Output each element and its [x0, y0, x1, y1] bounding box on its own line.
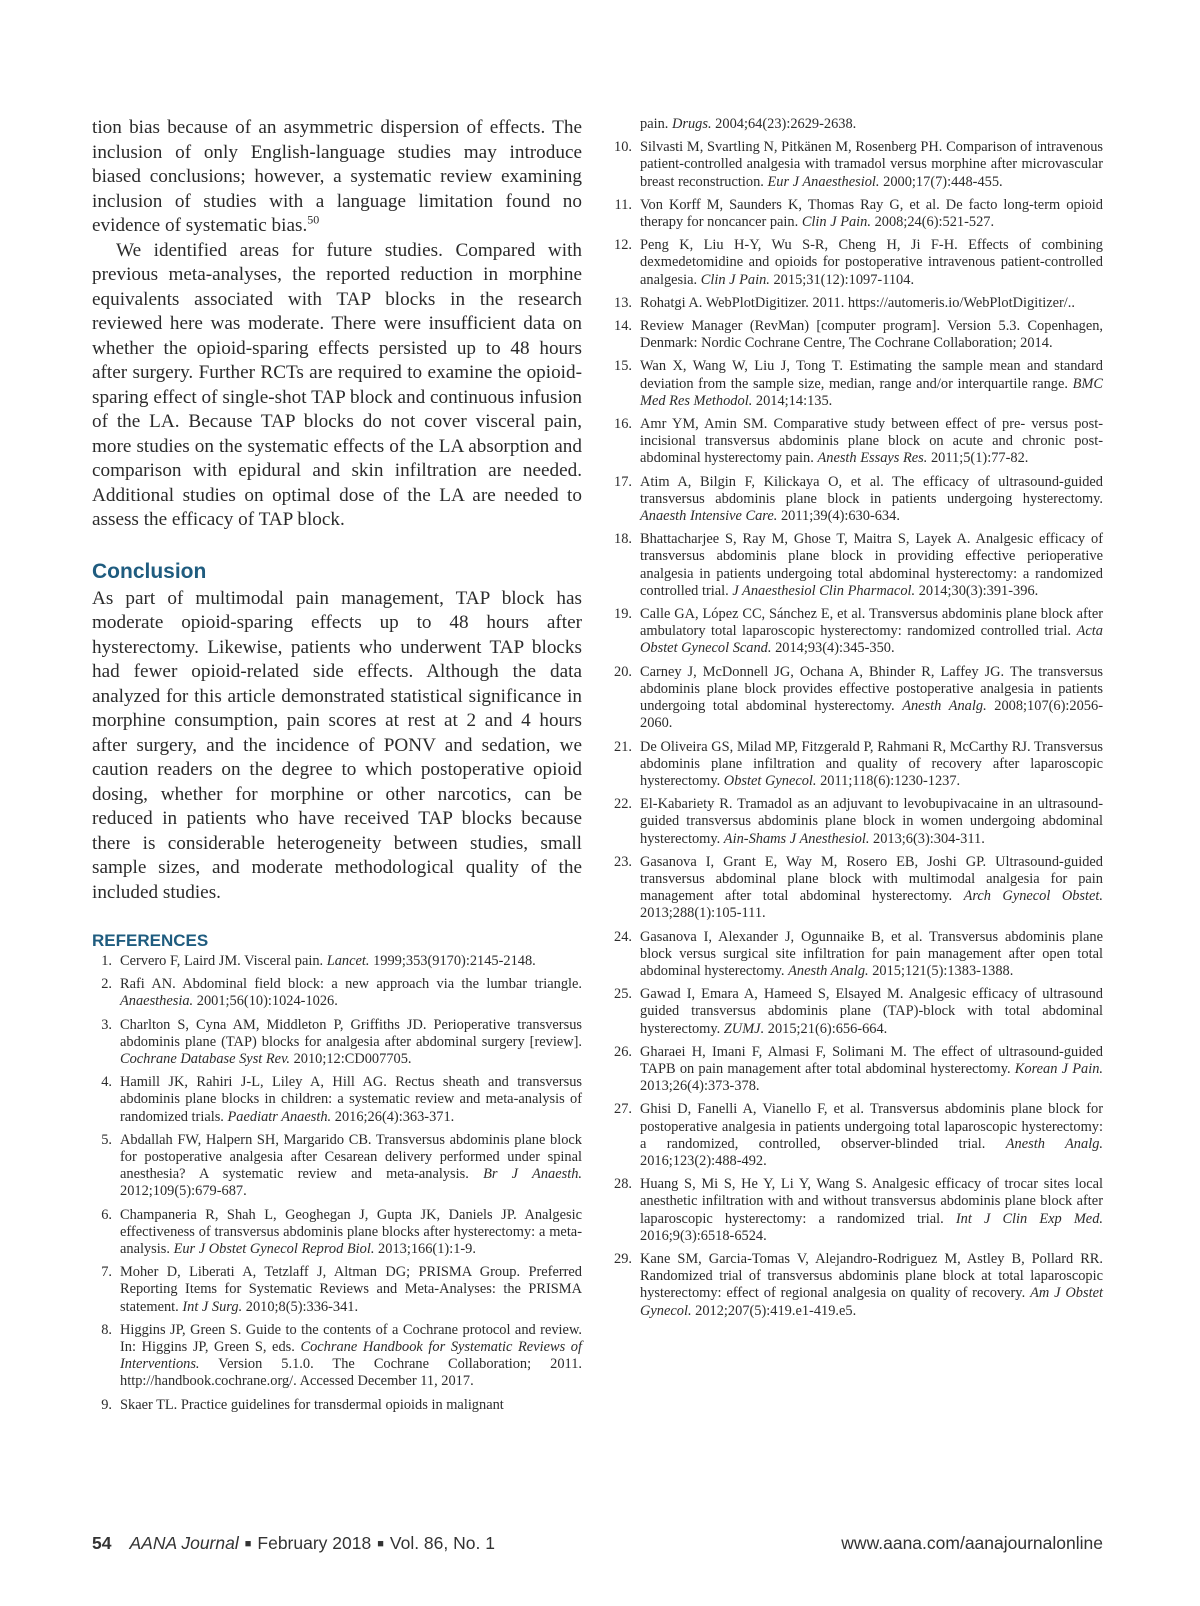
reference-authors-title: Abdallah FW, Halpern SH, Margarido CB. Transversus abdominis plane block for postoperative analgesia after Cesarean delivery performed under spinal anesthesia? A systematic review and meta-analysis. — [120, 1131, 582, 1183]
reference-number: 22. — [614, 796, 632, 813]
reference-number: 21. — [614, 738, 632, 755]
reference-authors-title: Charlton S, Cyna AM, Middleton P, Griffiths JD. Perioperative transversus abdominis plane (TAP) blocks for analgesia after abdominal surgery [review]. — [120, 1016, 582, 1050]
reference-number: 18. — [614, 531, 632, 548]
reference-authors-title: Cervero F, Laird JM. Visceral pain. — [120, 953, 327, 969]
reference-authors-title: Hamill JK, Rahiri J-L, Liley A, Hill AG. Rectus sheath and transversus abdominis plane blocks in children: a systematic review and meta-analysis of randomized trials. — [120, 1074, 582, 1125]
reference-item — [610, 606, 1103, 658]
reference-journal: ZUMJ. — [723, 1020, 765, 1037]
reference-item — [610, 474, 1103, 526]
reference-number: 16. — [614, 416, 632, 433]
reference-journal: Anesth Essays Res. — [817, 450, 928, 467]
reference-authors-title: Wan X, Wang W, Liu J, Tong T. Estimating the sample mean and standard deviation from the sample size, median, range and/or interquartile range. — [640, 358, 1103, 392]
reference-journal: Ain-Shams J Anesthesiol. — [723, 830, 870, 847]
reference-number: 2. — [101, 976, 112, 993]
reference-details: 2014;14:135. — [752, 392, 833, 409]
references-list-left — [92, 953, 582, 1414]
reference-number: 13. — [614, 294, 632, 311]
reference-authors-title: Higgins JP, Green S. Guide to the contents of a Cochrane protocol and review. In: Higgins JP, Green S, eds. — [120, 1321, 582, 1356]
reference-details: 2011;118(6):1230-1237. — [816, 772, 961, 789]
reference-number: 17. — [614, 473, 632, 490]
reference-journal: Am J Obstet Gynecol. — [640, 1285, 1103, 1319]
reference-journal: Anesth Analg. — [902, 698, 987, 715]
reference-details: 2012;109(5):679-687. — [120, 1183, 247, 1200]
reference-details: 2011;5(1):77-82. — [927, 450, 1029, 467]
reference-number: 28. — [614, 1176, 632, 1193]
issue-date: February 2018 — [257, 1533, 372, 1553]
separator-icon: ■ — [244, 1538, 252, 1550]
page-footer — [92, 1533, 1103, 1559]
reference-number: 9. — [101, 1396, 112, 1413]
reference-number: 10. — [614, 139, 632, 156]
reference-item — [610, 739, 1103, 791]
reference-authors-title: Rohatgi A. WebPlotDigitizer. 2011. https://automeris.io/WebPlotDigitizer/.. — [640, 294, 1075, 311]
reference-item — [92, 1264, 582, 1316]
reference-authors-title: Rafi AN. Abdominal field block: a new approach via the lumbar triangle. — [120, 976, 582, 993]
reference-details: 2010;8(5):336-341. — [242, 1298, 359, 1315]
reference-details: 2001;56(10):1024-1026. — [193, 993, 338, 1010]
reference-authors-title: El-Kabariety R. Tramadol as an adjuvant to levobupivacaine in an ultrasound-guided transversus abdominis plane block in women undergoing abdominal hysterectomy. — [640, 796, 1103, 847]
reference-item — [610, 664, 1103, 733]
reference-authors-title: Gasanova I, Alexander J, Ogunnaike B, et al. Transversus abdominis plane block versus surgical site infiltration for pain management after open total abdominal hysterectomy. — [640, 928, 1103, 979]
reference-authors-title: Gasanova I, Grant E, Way M, Rosero EB, Joshi GP. Ultrasound-guided transversus abdominal plane block with multimodal analgesia for pain management after total abdominal hysterectomy. — [640, 853, 1103, 905]
reference-number: 8. — [101, 1321, 112, 1338]
reference-item — [610, 1251, 1103, 1320]
reference-journal: Acta Obstet Gynecol Scand. — [640, 623, 1103, 657]
reference-journal: Obstet Gynecol. — [723, 772, 817, 789]
reference-authors-title: Skaer TL. Practice guidelines for transdermal opioids in malignant — [120, 1396, 504, 1413]
reference-details: 2015;31(12):1097-1104. — [769, 271, 915, 288]
reference-item — [610, 986, 1103, 1038]
reference-authors-title: Champaneria R, Shah L, Geoghegan J, Gupta JK, Daniels JP. Analgesic effectiveness of transversus abdominis plane blocks after hysterectomy: a meta-analysis. — [120, 1206, 582, 1258]
reference-authors-title: Carney J, McDonnell JG, Ochana A, Bhinder R, Laffey JG. The transversus abdominis plane block provides effective postoperative analgesia in patients undergoing total abdominal hysterectomy. — [640, 663, 1103, 715]
reference-journal: Cochrane Database Syst Rev. — [120, 1051, 290, 1068]
reference-number: 27. — [614, 1101, 632, 1118]
reference-item — [92, 1074, 582, 1126]
reference-journal: Arch Gynecol Obstet. — [963, 888, 1103, 905]
reference-details: 2010;12:CD007705. — [289, 1051, 412, 1068]
reference-journal: Lancet. — [326, 953, 370, 969]
volume-info: Vol. 86, No. 1 — [389, 1533, 495, 1553]
left-column — [92, 116, 582, 1420]
journal-url: www.aana.com/aanajournalonline — [841, 1533, 1103, 1553]
reference-journal: Int J Clin Exp Med. — [955, 1210, 1103, 1227]
reference-item — [610, 197, 1103, 231]
reference-item — [610, 796, 1103, 848]
reference-item — [610, 929, 1103, 981]
journal-name: AANA Journal — [129, 1533, 239, 1553]
reference-item — [92, 1207, 582, 1259]
reference-item — [610, 139, 1103, 191]
reference-authors-title: Atim A, Bilgin F, Kilickaya O, et al. The efficacy of ultrasound-guided transversus abdominis plane block in patients undergoing hysterectomy. — [640, 473, 1103, 507]
reference-details: 2014;30(3):391-396. — [915, 582, 1039, 599]
reference-number: 5. — [101, 1131, 112, 1148]
reference-item — [92, 1322, 582, 1391]
reference-details: 2008;107(6):2056-2060. — [640, 698, 1103, 732]
reference-number: 7. — [101, 1264, 112, 1281]
reference-journal: J Anaesthesiol Clin Pharmacol. — [732, 582, 916, 599]
citation-superscript: 50 — [307, 212, 320, 227]
reference-details: 2012;207(5):419.e1-419.e5. — [691, 1302, 857, 1319]
reference-number: 19. — [614, 606, 632, 623]
reference-item — [610, 237, 1103, 289]
reference-details: 2016;26(4):363-371. — [331, 1108, 455, 1125]
reference-number: 29. — [614, 1250, 632, 1267]
reference-journal: Korean J Pain. — [1014, 1060, 1104, 1077]
reference-item — [610, 116, 1103, 133]
reference-number: 25. — [614, 986, 632, 1003]
reference-item — [610, 416, 1103, 468]
reference-number: 15. — [614, 358, 632, 375]
reference-authors-title: Huang S, Mi S, He Y, Li Y, Wang S. Analgesic efficacy of trocar sites local anesthetic infiltration with and without transversus abdominis plane block after laparoscopic hysterectomy: a randomized trial. — [640, 1176, 1103, 1227]
separator-icon: ■ — [377, 1538, 384, 1550]
reference-details: 2013;288(1):105-111. — [640, 905, 766, 922]
reference-details: Version 5.1.0. The Cochrane Collaboration; 2011. http://handbook.cochrane.org/. Accessed December 11, 2017. — [120, 1356, 582, 1390]
reference-details: 2008;24(6):521-527. — [870, 214, 995, 231]
body-paragraph-2: We identified areas for future studies. Compared with previous meta-analyses, the reported reduction in morphine equivalents associated with TAP blocks in the research reviewed here was moderate. There were insufficient data on whether the opioid-sparing effects persisted up to 48 hours after surgery. Further RCTs are required to examine the opioid-sparing effect of single-shot TAP block and continuous infusion of the LA. Because TAP blocks do not cover visceral pain, more studies on the systematic effects of the LA absorption and comparison with epidural and skin infiltration are needed. Additional studies on optimal dose of the LA are needed to assess the efficacy of TAP block. — [92, 239, 582, 530]
reference-item — [610, 1176, 1103, 1245]
reference-journal: Anaesthesia. — [120, 993, 194, 1010]
reference-journal: Int J Surg. — [182, 1298, 243, 1315]
reference-details: 2014;93(4):345-350. — [771, 640, 895, 657]
reference-number: 23. — [614, 853, 632, 870]
reference-item — [610, 1044, 1103, 1096]
reference-journal: Clin J Pain. — [801, 214, 871, 231]
reference-item — [610, 318, 1103, 352]
reference-number: 11. — [614, 196, 632, 213]
reference-details: 2013;26(4):373-378. — [640, 1078, 760, 1095]
reference-journal: Drugs. — [671, 116, 712, 132]
reference-details: 2004;64(23):2629-2638. — [711, 116, 857, 132]
reference-authors-title: pain. — [640, 116, 672, 132]
reference-details: 2011;39(4):630-634. — [777, 508, 900, 525]
reference-journal: Anesth Analg. — [1005, 1135, 1103, 1152]
reference-number: 24. — [614, 928, 632, 945]
reference-item — [610, 1101, 1103, 1170]
reference-authors-title: Von Korff M, Saunders K, Thomas Ray G, et al. De facto long-term opioid therapy for noncancer pain. — [640, 196, 1103, 231]
reference-details: 2015;121(5):1383-1388. — [868, 962, 1014, 979]
reference-details: 2013;166(1):1-9. — [374, 1241, 476, 1258]
reference-number: 26. — [614, 1043, 632, 1060]
reference-authors-title: De Oliveira GS, Milad MP, Fitzgerald P, Rahmani R, McCarthy RJ. Transversus abdominis plane infiltration and quality of recovery after laparoscopic hysterectomy. — [640, 738, 1103, 789]
reference-details: 1999;353(9170):2145-2148. — [369, 953, 536, 969]
reference-authors-title: Ghisi D, Fanelli A, Vianello F, et al. Transversus abdominis plane block for postoperative analgesia in patients undergoing total laparoscopic hysterectomy: a randomized, controlled, observer-blinded trial. — [640, 1101, 1103, 1152]
reference-number: 4. — [101, 1074, 112, 1091]
reference-details: 2016;123(2):488-492. — [640, 1152, 767, 1169]
references-heading: REFERENCES — [92, 931, 209, 950]
reference-number: 3. — [101, 1016, 112, 1033]
reference-number: 20. — [614, 663, 632, 680]
right-column — [610, 116, 1103, 1326]
reference-journal: Br J Anaesth. — [483, 1166, 582, 1183]
reference-number: 14. — [614, 318, 632, 335]
conclusion-heading: Conclusion — [92, 559, 207, 583]
reference-authors-title: Calle GA, López CC, Sánchez E, et al. Transversus abdominis plane block after ambulatory total laparoscopic hysterectomy: randomized controlled trial. — [640, 606, 1103, 640]
reference-journal: Eur J Obstet Gynecol Reprod Biol. — [173, 1241, 375, 1258]
reference-authors-title: Peng K, Liu H-Y, Wu S-R, Cheng H, Ji F-H. Effects of combining dexmedetomidine and opioids for postoperative intravenous patient-controlled analgesia. — [640, 237, 1103, 288]
reference-details: 2000;17(7):448-455. — [879, 173, 1003, 190]
reference-authors-title: Review Manager (RevMan) [computer program]. Version 5.3. Copenhagen, Denmark: Nordic Cochrane Centre, The Cochrane Collaboration; 2014. — [640, 318, 1103, 352]
conclusion-paragraph: As part of multimodal pain management, TAP block has moderate opioid-sparing effects up to 48 hours after hysterectomy. Likewise, patients who underwent TAP blocks had fewer opioid-related side effects. Although the data analyzed for this article demonstrated statistical significance in morphine consumption, pain scores at rest at 2 and 4 hours after surgery, and the incidence of PONV and sedation, we caution readers on the degree to which postoperative opioid dosing, whether for morphine or other narcotics, can be reduced in patients who have received TAP blocks because there is considerable heterogeneity between studies, small sample sizes, and moderate methodological quality of the included studies. — [92, 587, 582, 903]
reference-journal: Paediatr Anaesth. — [227, 1108, 332, 1125]
reference-item — [610, 854, 1103, 923]
reference-item — [610, 531, 1103, 600]
reference-authors-title: Kane SM, Garcia-Tomas V, Alejandro-Rodriguez M, Astley B, Pollard RR. Randomized trial of transversus abdominis plane block at total laparoscopic hysterectomy: effect of regional analgesia on quality of recovery. — [640, 1250, 1103, 1302]
reference-item — [92, 1397, 582, 1414]
reference-journal: Eur J Anaesthesiol. — [767, 173, 880, 190]
references-list-right — [610, 116, 1103, 1320]
page-number: 54 — [92, 1533, 112, 1553]
reference-details: 2013;6(3):304-311. — [869, 830, 985, 847]
reference-journal: Anaesth Intensive Care. — [640, 508, 778, 525]
body-paragraph-1: tion bias because of an asymmetric dispersion of effects. The inclusion of only English-language studies may introduce biased conclusions; however, a systematic review examining inclusion of studies with a language limitation found no evidence of systematic bias.$^{50}$ — [92, 117, 582, 236]
reference-authors-title: Bhattacharjee S, Ray M, Ghose T, Maitra S, Layek A. Analgesic efficacy of transversus abdominis plane block in providing effective perioperative analgesia in patients undergoing total abdominal hysterectomy: a randomized controlled trial. — [640, 531, 1103, 599]
reference-authors-title: Silvasti M, Svartling N, Pitkänen M, Rosenberg PH. Comparison of intravenous patient-controlled analgesia with tramadol versus morphine after microvascular breast reconstruction. — [640, 139, 1103, 190]
reference-journal: Clin J Pain. — [700, 271, 770, 288]
reference-item — [92, 953, 582, 970]
reference-authors-title: Amr YM, Amin SM. Comparative study between effect of pre- versus post-incisional transversus abdominis plane block on acute and chronic post-abdominal hysterectomy pain. — [640, 416, 1103, 467]
reference-authors-title: Gharaei H, Imani F, Almasi F, Solimani M. The effect of ultrasound-guided TAPB on pain management after total abdominal hysterectomy. — [640, 1043, 1103, 1077]
reference-details: 2015;21(6):656-664. — [764, 1020, 888, 1037]
reference-journal: Anesth Analg. — [788, 962, 869, 979]
reference-item — [610, 295, 1103, 312]
reference-item — [92, 976, 582, 1010]
reference-item — [92, 1017, 582, 1069]
reference-journal: BMC Med Res Methodol. — [640, 375, 1103, 409]
reference-details: 2016;9(3):6518-6524. — [640, 1227, 767, 1244]
reference-authors-title: Gawad I, Emara A, Hameed S, Elsayed M. Analgesic efficacy of ultrasound guided transversus abdominis plane (TAP)-block with total abdominal hysterectomy. — [640, 986, 1103, 1037]
reference-number: 6. — [101, 1206, 112, 1223]
reference-number: 1. — [101, 953, 112, 969]
reference-item — [92, 1132, 582, 1201]
reference-number: 12. — [614, 237, 632, 254]
reference-item — [610, 358, 1103, 410]
reference-authors-title: Moher D, Liberati A, Tetzlaff J, Altman DG; PRISMA Group. Preferred Reporting Items for Systematic Reviews and Meta-Analyses: the PRISMA statement. — [120, 1264, 582, 1315]
reference-journal: Cochrane Handbook for Systematic Reviews of Interventions. — [120, 1339, 582, 1373]
